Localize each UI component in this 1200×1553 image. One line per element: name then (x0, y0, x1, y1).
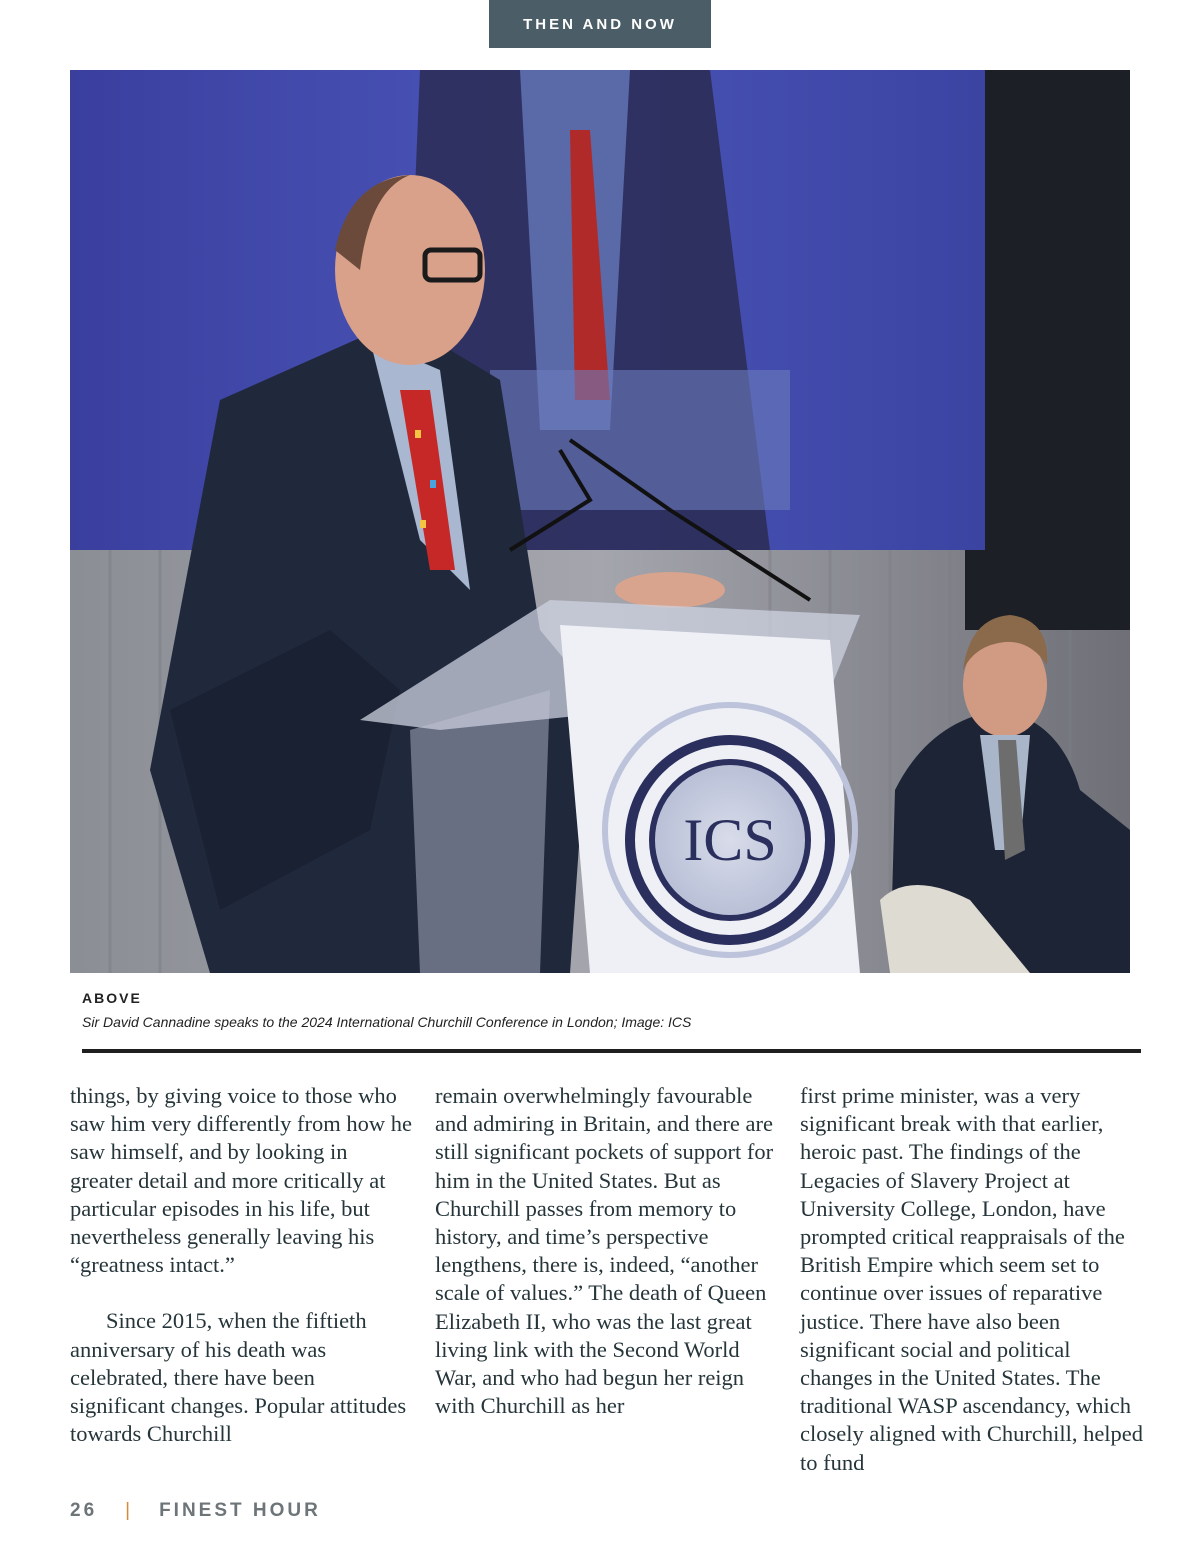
caption-divider (82, 1049, 1141, 1053)
page-number: 26 (70, 1500, 98, 1521)
podium-logo: ICS (683, 807, 777, 873)
paragraph: Since 2015, when the fiftieth anniversary of his death was celebrated, there have been significant changes. Popular attitudes towards Churchill (70, 1308, 407, 1447)
conference-photo (70, 70, 1130, 973)
text-column-2 (435, 1082, 780, 1420)
text-column-3 (800, 1082, 1145, 1477)
publication-name: FINEST HOUR (159, 1500, 321, 1521)
paragraph: remain overwhelmingly favourable and admiring in Britain, and there are still significant pockets of support for him in the United States. But as Churchill passes from memory to history, and time’s perspective lengthens, there is, indeed, “another scale of values.” The death of Queen Elizabeth II, who was the last great living link with the Second World War, and who had begun her reign with Churchill as her (435, 1083, 774, 1419)
paragraph: first prime minister, was a very significant break with that earlier, heroic past. The findings of the Legacies of Slavery Project at University College, London, have prompted critical reappraisals of the British Empire which seem set to continue over issues of reparative justice. There have also been significant social and political changes in the United States. The traditional WASP ascendancy, which closely aligned with Churchill, helped to fund (800, 1083, 1144, 1475)
text-column-1 (70, 1082, 415, 1448)
section-tab: THEN AND NOW (489, 0, 711, 48)
footer-separator: | (125, 1500, 134, 1521)
caption-text: Sir David Cannadine speaks to the 2024 International Churchill Conference in London; Image: ICS (82, 1014, 692, 1030)
caption-heading: ABOVE (82, 990, 142, 1006)
page-footer (70, 1500, 321, 1522)
paragraph: things, by giving voice to those who saw him very differently from how he saw himself, and by looking in greater detail and more critically at particular episodes in his life, but nevertheless generally leaving his “greatness intact.” (70, 1083, 412, 1278)
